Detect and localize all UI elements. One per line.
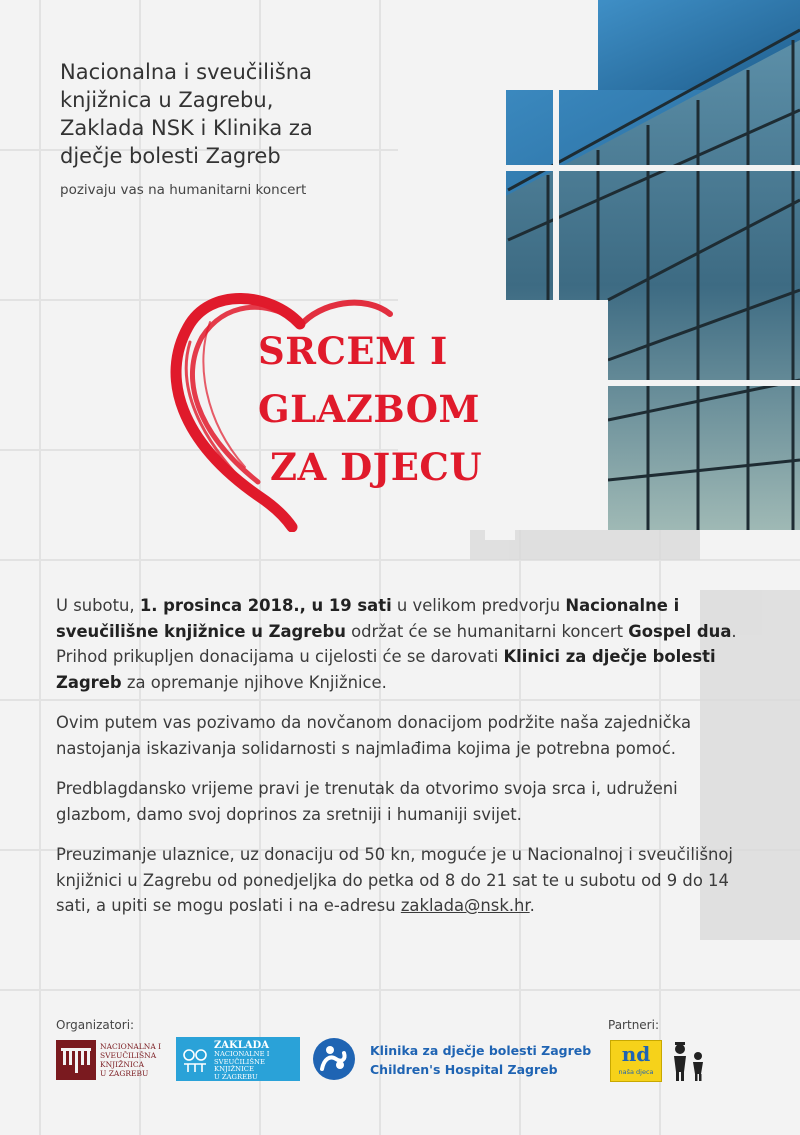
- nsk-line-3: KNJIŽNICA: [100, 1060, 145, 1069]
- body-text: [56, 593, 756, 934]
- title-line-2: GLAZBOM: [258, 387, 480, 431]
- title-line-3: ZA DJECU: [270, 445, 483, 489]
- paragraph-2: Ovim putem vas pozivamo da novčanom donacijom podržite naša zajednička nastojanja iskazivanja solidarnosti s najmlađima kojima je potrebna pomoć.: [56, 713, 692, 758]
- partner-figures-icon: [668, 1040, 710, 1082]
- p1-text-a: U subotu,: [56, 596, 140, 615]
- owl-icon: [180, 1044, 210, 1074]
- zaklada-logo: [176, 1037, 300, 1081]
- partners-label: Partneri:: [608, 1018, 659, 1032]
- title-line-1: SRCEM I: [258, 329, 448, 373]
- event-date: 1. prosinca 2018., u 19 sati: [139, 596, 392, 615]
- nasa-djeca-logo: [610, 1040, 662, 1082]
- event-title: [258, 322, 482, 496]
- zaklada-line-3: SVEUČILIŠNE: [214, 1057, 265, 1066]
- intro-line-1: Nacionalna i sveučilišna: [60, 60, 312, 84]
- event-beneficiary: Klinici za dječje bolesti Zagreb: [56, 647, 716, 692]
- event-band: Gospel dua: [628, 621, 732, 641]
- paragraph-1: [56, 593, 756, 695]
- hospital-logo: [312, 1037, 602, 1083]
- intro-line-4: dječje bolesti Zagreb: [60, 144, 281, 168]
- p1-text-i: za opremanje njihove Knjižnice.: [121, 672, 387, 692]
- intro-line-3: Zaklada NSK i Klinika za: [60, 116, 313, 140]
- nsk-line-4: U ZAGREBU: [100, 1069, 149, 1078]
- nd-caption: naša djeca: [618, 1068, 654, 1076]
- zaklada-line-5: U ZAGREBU: [214, 1072, 258, 1081]
- nsk-logo: [56, 1040, 166, 1080]
- p1-text-e: održat će se humanitarni koncert: [345, 621, 629, 641]
- event-place: Nacionalne i sveučilišne knjižnice u Zagrebu: [56, 596, 680, 641]
- p1-text-c: u velikom predvorju: [391, 596, 566, 615]
- organizers-label: Organizatori:: [56, 1018, 135, 1032]
- nsk-emblem-icon: [56, 1040, 96, 1080]
- intro-block: [60, 58, 400, 198]
- p4-text: Preuzimanje ulaznice, uz donaciju od 50 kn, moguće je u Nacionalnoj i sveučilišnoj knjižnici u Zagrebu od ponedjeljka do petka od 8 do 21 sat te u subotu od 9 do 14 sati, a upiti se mogu poslati i na e-adresu: [56, 845, 733, 915]
- zaklada-line-2: NACIONALNE I: [214, 1050, 270, 1058]
- intro-subtitle: pozivaju vas na humanitarni koncert: [60, 182, 307, 198]
- email-link[interactable]: zaklada@nsk.hr: [400, 896, 530, 915]
- paragraph-3: Predblagdansko vrijeme pravi je trenutak da otvorimo svoja srca i, udruženi glazbom, damo svoj doprinos za sretniji i humaniji svijet.: [56, 779, 678, 824]
- intro-line-2: knjižnica u Zagrebu,: [60, 88, 274, 112]
- p1-text-g: . Prihod prikupljen donacijama u cijelosti će se darovati: [56, 621, 737, 666]
- hospital-name-hr: Klinika za dječje bolesti Zagreb: [370, 1043, 592, 1058]
- nd-mark: nd: [621, 1042, 651, 1066]
- hospital-name-en: Children's Hospital Zagreb: [370, 1062, 558, 1077]
- p4-end: .: [529, 896, 535, 915]
- paragraph-4: [56, 842, 756, 919]
- zaklada-line-1: ZAKLADA: [214, 1040, 269, 1051]
- hospital-emblem-icon: [312, 1037, 356, 1081]
- nsk-line-2: SVEUČILIŠNA: [100, 1051, 157, 1060]
- nsk-line-1: NACIONALNA I: [100, 1042, 162, 1051]
- zaklada-line-4: KNJIŽNICE: [214, 1065, 254, 1073]
